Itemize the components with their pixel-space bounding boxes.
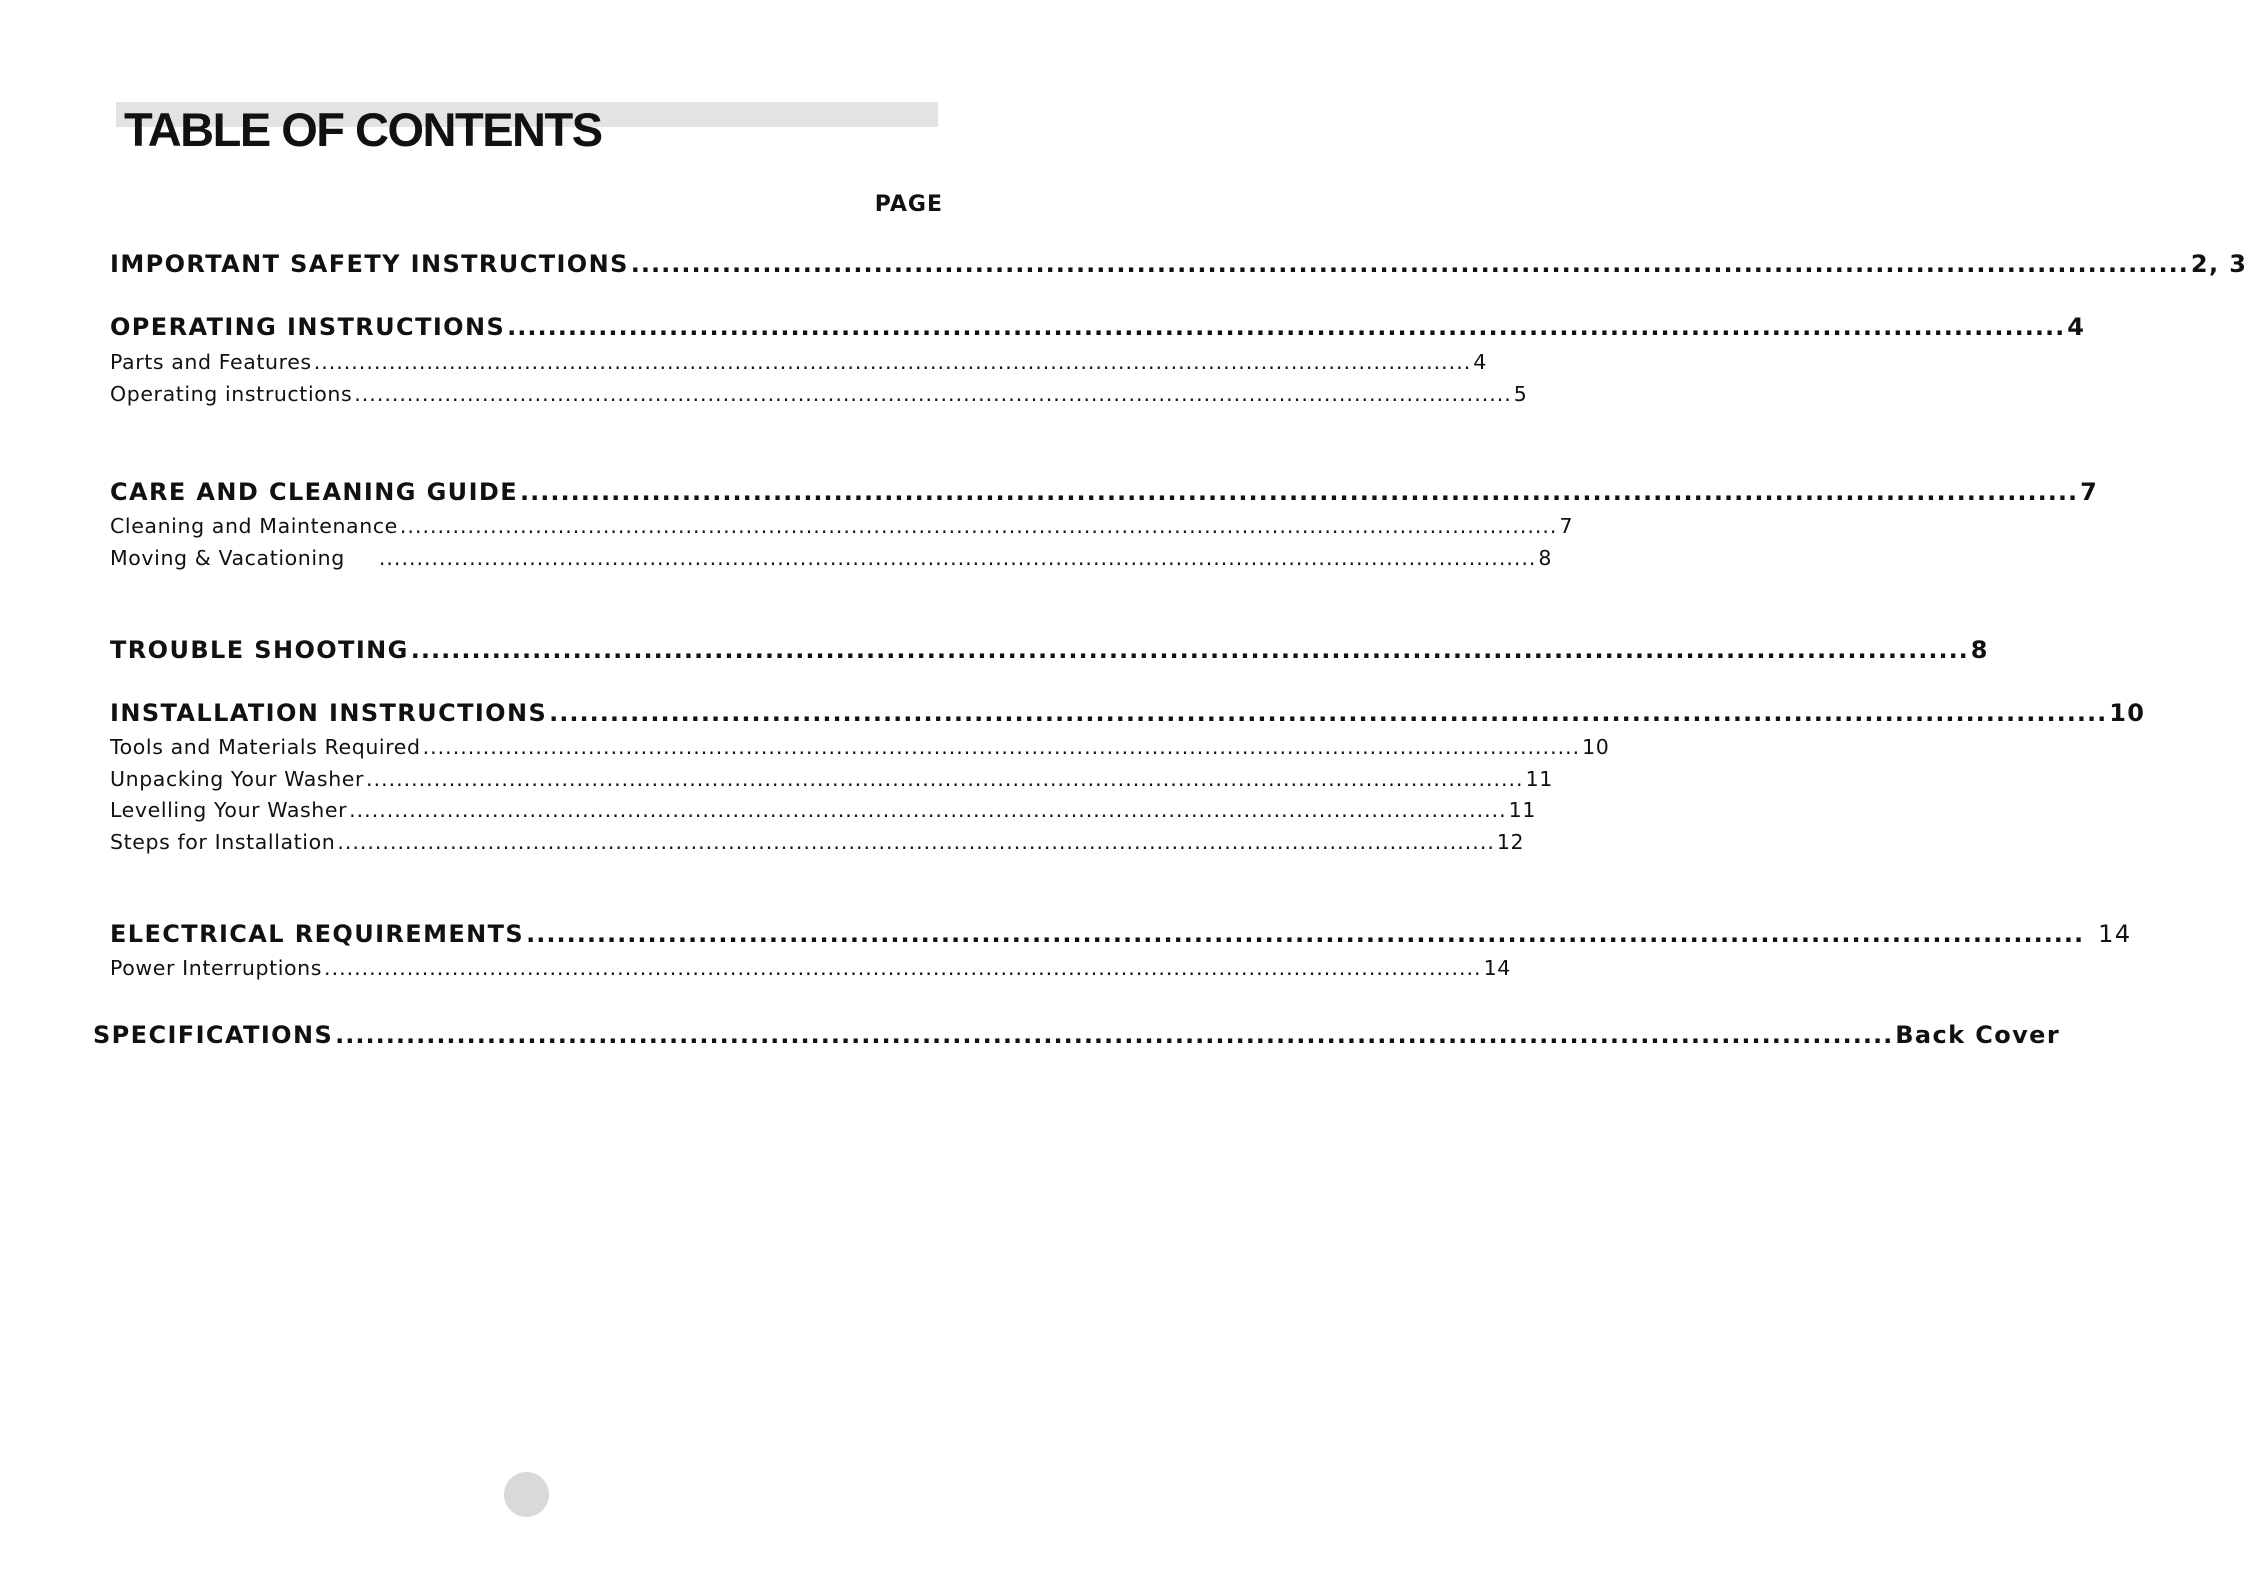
toc-entry-page: 4 [1473,350,1487,374]
toc-entry-page: Back Cover [1895,1021,2061,1049]
toc-entry-label: CARE AND CLEANING GUIDE [110,478,519,506]
dot-leader: .......................................................................................................................................................... [354,382,1512,406]
page-title: TABLE OF CONTENTS [124,103,602,156]
toc-entry-label: Cleaning and Maintenance [110,514,398,538]
toc-entry-label: TROUBLE SHOOTING [110,636,409,664]
toc-subentry-operating [110,382,1528,406]
dot-leader: .......................................................................................................................................................... [422,735,1581,759]
toc-entry-label: ELECTRICAL REQUIREMENTS [110,920,525,948]
toc-entry-page: 12 [1496,830,1525,854]
toc-entry-label: Levelling Your Washer [110,798,348,822]
toc-entry-label: Power Interruptions [110,956,323,980]
toc-subentry-levelling [110,798,1536,822]
toc-subentry-tools [110,735,1610,759]
page-column-header: PAGE [874,192,943,217]
toc-entry-page: 7 [2080,478,2099,506]
toc-entry-page: 4 [2067,313,2086,341]
dot-leader: .......................................................................................................................................................... [526,920,2085,948]
toc-entry-page: 8 [1970,636,1989,664]
toc-entry-label: Unpacking Your Washer [110,767,365,791]
toc-subentry-unpacking [110,767,1553,791]
page-number-circle [504,1472,549,1517]
toc-entry-page: 5 [1513,382,1528,406]
toc-entry-label: OPERATING INSTRUCTIONS [110,313,506,341]
dot-leader: .......................................................................................................................................................... [630,250,2189,278]
toc-entry-page: 11 [1525,767,1553,791]
toc-entry-care [110,478,2099,506]
toc-subentry-moving [110,546,1553,570]
dot-leader: .......................................................................................................................................................... [324,956,1482,980]
dot-leader: .......................................................................................................................................................... [366,767,1524,791]
toc-subentry-power [110,956,1511,980]
toc-entry-label: Tools and Materials Required [110,735,421,759]
toc-entry-page: 2, 3 [2190,250,2247,278]
toc-subentry-parts [110,350,1487,374]
toc-entry-label: INSTALLATION INSTRUCTIONS [110,699,548,727]
toc-entry-page: 7 [1559,514,1574,538]
dot-leader: .......................................................................................................................................................... [335,1021,1894,1049]
toc-entry-electrical [110,920,2132,948]
toc-entry-operating [110,313,2086,341]
dot-leader: .......................................................................................................................................................... [520,478,2079,506]
dot-leader: .......................................................................................................................................................... [549,699,2108,727]
dot-leader: .......................................................................................................................................................... [399,514,1558,538]
dot-leader: .......................................................................................................................................................... [378,546,1537,570]
toc-entry-label: Steps for Installation [110,830,336,854]
toc-subentry-steps [110,830,1525,854]
dot-leader: .......................................................................................................................................................... [313,350,1472,374]
dot-leader: .......................................................................................................................................................... [410,636,1969,664]
toc-entry-page: 10 [1582,735,1610,759]
toc-entry-page: 8 [1538,546,1553,570]
dot-leader: .......................................................................................................................................................... [349,798,1507,822]
toc-subentry-cleaning [110,514,1574,538]
toc-entry-label: Operating instructions [110,382,353,406]
toc-entry-page: 14 [1483,956,1511,980]
toc-entry-installation [110,699,2146,727]
toc-entry-label: Parts and Features [110,350,312,374]
toc-entry-label: SPECIFICATIONS [93,1021,334,1049]
toc-entry-trouble [110,636,1989,664]
toc-entry-safety [110,250,2247,278]
toc-entry-page: 11 [1508,798,1536,822]
toc-entry-page: 14 [2098,920,2132,948]
toc-entry-label: Moving & Vacationing [110,546,345,570]
dot-leader: .......................................................................................................................................................... [337,830,1495,854]
dot-leader: .......................................................................................................................................................... [507,313,2066,341]
toc-entry-label: IMPORTANT SAFETY INSTRUCTIONS [110,250,629,278]
toc-entry-specifications [93,1021,2061,1049]
toc-entry-page: 10 [2109,699,2146,727]
